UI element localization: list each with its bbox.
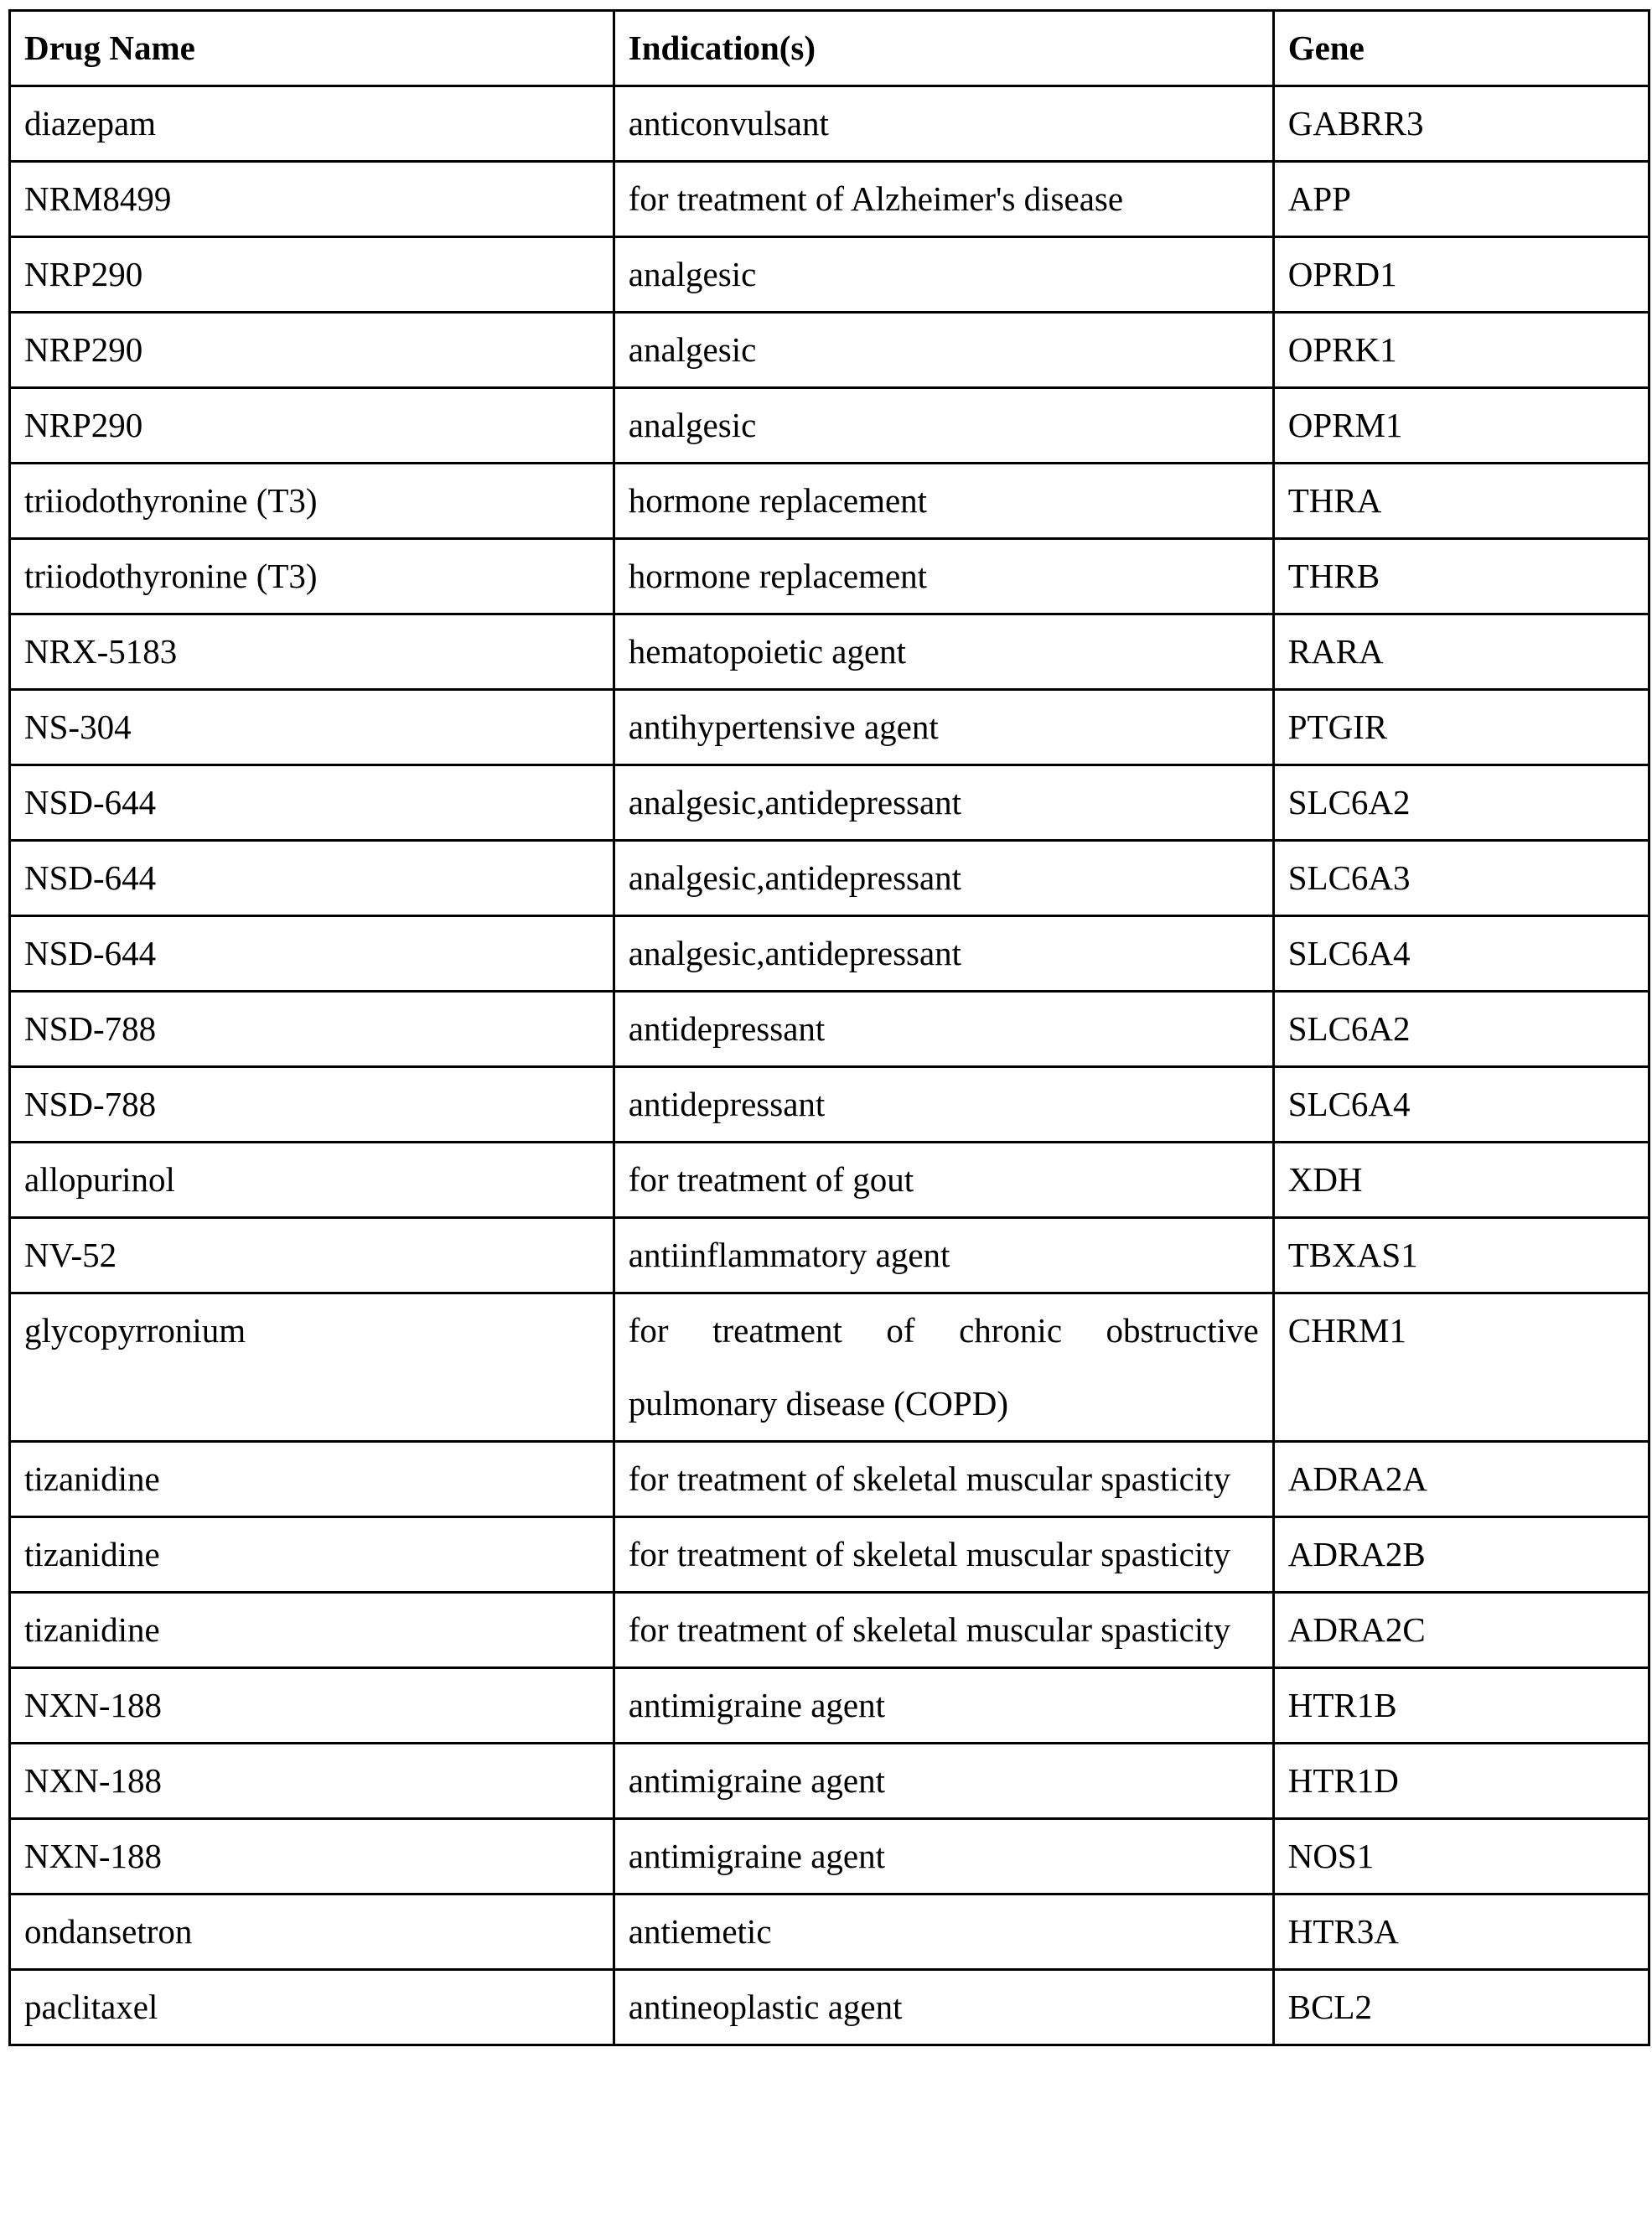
table-row	[10, 1970, 1649, 2045]
indication-cell: analgesic,antidepressant	[614, 841, 1273, 916]
drug-name-cell: triiodothyronine (T3)	[10, 464, 614, 539]
gene-cell: SLC6A4	[1273, 1067, 1649, 1143]
indication-cell: antimigraine agent	[614, 1668, 1273, 1744]
table-row	[10, 1593, 1649, 1668]
table-row	[10, 1143, 1649, 1218]
table-row	[10, 1894, 1649, 1970]
drug-name-cell: tizanidine	[10, 1593, 614, 1668]
table-row	[10, 1218, 1649, 1293]
gene-cell: PTGIR	[1273, 690, 1649, 765]
gene-cell: HTR3A	[1273, 1894, 1649, 1970]
table-row	[10, 1744, 1649, 1819]
indication-cell: for treatment of chronic obstructive pulmonary disease (COPD)	[614, 1293, 1273, 1442]
drug-name-cell: tizanidine	[10, 1442, 614, 1517]
gene-cell: SLC6A3	[1273, 841, 1649, 916]
indication-cell: anticonvulsant	[614, 86, 1273, 162]
table-row	[10, 313, 1649, 388]
table-row	[10, 1293, 1649, 1442]
indication-cell: analgesic,antidepressant	[614, 916, 1273, 992]
drug-name-cell: NRP290	[10, 237, 614, 313]
gene-cell: OPRM1	[1273, 388, 1649, 464]
indication-cell: analgesic	[614, 237, 1273, 313]
drug-name-cell: NRX-5183	[10, 614, 614, 690]
table-row	[10, 1067, 1649, 1143]
header-gene: Gene	[1273, 11, 1649, 86]
table-row	[10, 992, 1649, 1067]
table-row	[10, 162, 1649, 237]
indication-cell: antihypertensive agent	[614, 690, 1273, 765]
drug-name-cell: NS-304	[10, 690, 614, 765]
gene-cell: ADRA2C	[1273, 1593, 1649, 1668]
drug-name-cell: diazepam	[10, 86, 614, 162]
gene-cell: OPRD1	[1273, 237, 1649, 313]
indication-cell: for treatment of skeletal muscular spasticity	[614, 1442, 1273, 1517]
indication-cell: analgesic,antidepressant	[614, 765, 1273, 841]
gene-cell: ADRA2A	[1273, 1442, 1649, 1517]
table-row	[10, 539, 1649, 614]
drug-name-cell: NSD-644	[10, 841, 614, 916]
table-row	[10, 237, 1649, 313]
header-indications: Indication(s)	[614, 11, 1273, 86]
drug-name-cell: NSD-788	[10, 992, 614, 1067]
table-row	[10, 1517, 1649, 1593]
gene-cell: GABRR3	[1273, 86, 1649, 162]
drug-name-cell: tizanidine	[10, 1517, 614, 1593]
drug-name-cell: NV-52	[10, 1218, 614, 1293]
drug-name-cell: triiodothyronine (T3)	[10, 539, 614, 614]
gene-cell: HTR1B	[1273, 1668, 1649, 1744]
drug-name-cell: NXN-188	[10, 1819, 614, 1894]
indication-cell: for treatment of Alzheimer's disease	[614, 162, 1273, 237]
drug-name-cell: NSD-644	[10, 765, 614, 841]
indication-cell: for treatment of skeletal muscular spasticity	[614, 1593, 1273, 1668]
gene-cell: SLC6A2	[1273, 992, 1649, 1067]
drug-name-cell: NRP290	[10, 388, 614, 464]
indication-cell: analgesic	[614, 313, 1273, 388]
gene-cell: THRB	[1273, 539, 1649, 614]
header-row	[10, 11, 1649, 86]
indication-cell: antimigraine agent	[614, 1819, 1273, 1894]
indication-cell: antiemetic	[614, 1894, 1273, 1970]
indication-cell: antineoplastic agent	[614, 1970, 1273, 2045]
drug-name-cell: ondansetron	[10, 1894, 614, 1970]
gene-cell: OPRK1	[1273, 313, 1649, 388]
gene-cell: APP	[1273, 162, 1649, 237]
table-row	[10, 464, 1649, 539]
indication-cell: antidepressant	[614, 992, 1273, 1067]
indication-cell: antiinflammatory agent	[614, 1218, 1273, 1293]
table-row	[10, 841, 1649, 916]
indication-cell: for treatment of skeletal muscular spasticity	[614, 1517, 1273, 1593]
gene-cell: BCL2	[1273, 1970, 1649, 2045]
drug-name-cell: allopurinol	[10, 1143, 614, 1218]
gene-cell: RARA	[1273, 614, 1649, 690]
table-row	[10, 690, 1649, 765]
indication-cell: antimigraine agent	[614, 1744, 1273, 1819]
drug-name-cell: NRM8499	[10, 162, 614, 237]
gene-cell: NOS1	[1273, 1819, 1649, 1894]
drug-name-cell: NXN-188	[10, 1744, 614, 1819]
gene-cell: HTR1D	[1273, 1744, 1649, 1819]
table-row	[10, 916, 1649, 992]
drug-name-cell: NXN-188	[10, 1668, 614, 1744]
drug-name-cell: paclitaxel	[10, 1970, 614, 2045]
header-drug-name: Drug Name	[10, 11, 614, 86]
table-row	[10, 765, 1649, 841]
table-row	[10, 388, 1649, 464]
gene-cell: CHRM1	[1273, 1293, 1649, 1442]
table-row	[10, 1668, 1649, 1744]
drug-name-cell: glycopyrronium	[10, 1293, 614, 1442]
indication-cell: hormone replacement	[614, 464, 1273, 539]
indication-cell: hormone replacement	[614, 539, 1273, 614]
gene-cell: XDH	[1273, 1143, 1649, 1218]
gene-cell: TBXAS1	[1273, 1218, 1649, 1293]
gene-cell: SLC6A4	[1273, 916, 1649, 992]
indication-cell: for treatment of gout	[614, 1143, 1273, 1218]
table-row	[10, 86, 1649, 162]
drug-name-cell: NSD-644	[10, 916, 614, 992]
table-row	[10, 1819, 1649, 1894]
table-row	[10, 1442, 1649, 1517]
table-row	[10, 614, 1649, 690]
gene-cell: ADRA2B	[1273, 1517, 1649, 1593]
drug-name-cell: NRP290	[10, 313, 614, 388]
gene-cell: THRA	[1273, 464, 1649, 539]
indication-cell: antidepressant	[614, 1067, 1273, 1143]
indication-cell: hematopoietic agent	[614, 614, 1273, 690]
drug-gene-table	[8, 9, 1650, 2046]
gene-cell: SLC6A2	[1273, 765, 1649, 841]
indication-cell: analgesic	[614, 388, 1273, 464]
drug-name-cell: NSD-788	[10, 1067, 614, 1143]
